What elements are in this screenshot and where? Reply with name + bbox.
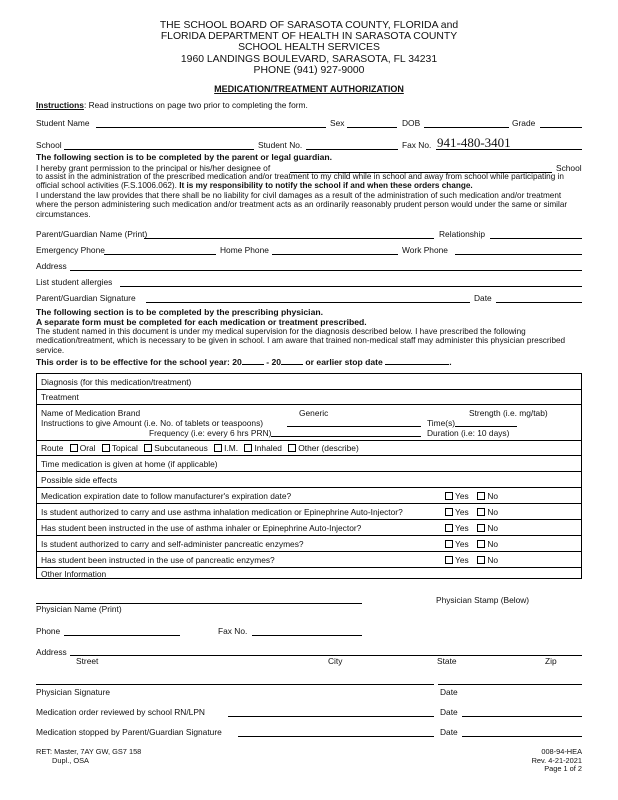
physician-stamp-label: Physician Stamp (Below)	[436, 595, 530, 605]
physician-phone-field[interactable]	[64, 635, 180, 636]
route-subcutaneous-checkbox[interactable]	[144, 444, 152, 452]
dob-field[interactable]	[424, 127, 509, 128]
side-effects-label[interactable]: Possible side effects	[41, 475, 118, 485]
permission-school-label: School	[556, 163, 582, 173]
stopped-date-field[interactable]	[462, 736, 582, 737]
time-at-home-label[interactable]: Time medication is given at home (if applicable)	[41, 459, 218, 469]
physician-heading-2: A separate form must be completed for each medication or treatment prescribed.	[36, 317, 367, 327]
permission-text-2: to assist in the administration of the prescribed medication and/or treatment to my child while in school and away from school while participating in official school activities (F.S.1006.062). It is my responsibility to notify the school if and when these orders change.	[36, 172, 564, 191]
rn-review-label: Medication order reviewed by school RN/LPN	[36, 707, 205, 717]
work-phone-label: Work Phone	[402, 245, 448, 255]
physician-phone-label: Phone	[36, 626, 61, 636]
grade-field[interactable]	[540, 127, 582, 128]
frequency-field[interactable]	[271, 436, 421, 437]
retention-note: RET: Master, 7AY GW, GS7 158 Dupl., OSA	[36, 747, 142, 765]
year-start-field[interactable]	[242, 364, 264, 365]
header-line-1: THE SCHOOL BOARD OF SARASOTA COUNTY, FLORIDA and	[159, 20, 459, 31]
rn-review-field[interactable]	[228, 716, 434, 717]
rn-review-date-label: Date	[440, 707, 458, 717]
route-im-checkbox[interactable]	[214, 444, 222, 452]
medication-name-label[interactable]: Name of Medication Brand	[41, 408, 141, 418]
no-checkbox[interactable]	[477, 492, 485, 500]
route-topical-checkbox[interactable]	[102, 444, 110, 452]
stop-date-field[interactable]	[385, 364, 449, 365]
emergency-phone-field[interactable]	[104, 254, 216, 255]
physician-name-label: Physician Name (Print)	[36, 604, 122, 614]
header-line-5: PHONE (941) 927-9000	[253, 64, 365, 76]
physician-signature-field[interactable]	[36, 684, 434, 685]
yes-checkbox[interactable]	[445, 508, 453, 516]
relationship-field[interactable]	[490, 238, 582, 239]
rn-review-date-field[interactable]	[462, 716, 582, 717]
route-oral-checkbox[interactable]	[70, 444, 78, 452]
guardian-signature-label: Parent/Guardian Signature	[36, 293, 136, 303]
work-phone-field[interactable]	[455, 254, 582, 255]
question-carry-enzymes: Is student authorized to carry and self-administer pancreatic enzymes?	[41, 539, 304, 549]
student-no-field[interactable]	[306, 149, 398, 150]
amount-field[interactable]	[287, 426, 421, 427]
physician-signature-label: Physician Signature	[36, 687, 111, 697]
question-carry-asthma: Is student authorized to carry and use asthma inhalation medication or Epinephrine Auto-Injector?	[41, 507, 403, 517]
amount-label: Instructions to give Amount (i.e. No. of tablets or teaspoons)	[41, 418, 264, 428]
physician-fax-label: Fax No.	[218, 626, 248, 636]
instructions	[36, 100, 308, 110]
physician-signature-date-field[interactable]	[438, 684, 582, 685]
year-end-field[interactable]	[281, 364, 303, 365]
home-phone-label: Home Phone	[220, 245, 269, 255]
guardian-date-field[interactable]	[496, 302, 582, 303]
guardian-name-field[interactable]	[144, 238, 434, 239]
guardian-name-label: Parent/Guardian Name (Print)	[36, 229, 148, 239]
effective-year: This order is to be effective for the school year: 20 - 20 or earlier stop date .	[36, 357, 452, 367]
fax-field	[436, 149, 582, 150]
street-label: Street	[76, 656, 99, 666]
instructions-label: Instructions	[36, 100, 84, 110]
diagnosis-label[interactable]: Diagnosis (for this medication/treatment)	[41, 377, 192, 387]
treatment-label[interactable]: Treatment	[41, 392, 79, 402]
letterhead	[0, 20, 618, 76]
address-label: Address	[36, 261, 67, 271]
yes-no-group: Yes No	[441, 523, 498, 533]
yes-no-group: Yes No	[441, 539, 498, 549]
header-line-3: SCHOOL HEALTH SERVICES	[238, 42, 380, 54]
physician-address-field[interactable]	[70, 655, 582, 656]
time-label: Time(s)	[427, 418, 456, 428]
instructions-text: : Read instructions on page two prior to completing the form.	[83, 100, 308, 110]
school-field[interactable]	[64, 149, 254, 150]
grade-label: Grade	[512, 118, 536, 128]
no-checkbox[interactable]	[477, 540, 485, 548]
home-phone-field[interactable]	[272, 254, 398, 255]
question-instructed-enzymes: Has student been instructed in the use of pancreatic enzymes?	[41, 555, 275, 565]
medication-table	[36, 373, 582, 579]
address-field[interactable]	[70, 270, 582, 271]
permission-text-1: I hereby grant permission to the principal or his/her designee of	[36, 163, 271, 173]
relationship-label: Relationship	[439, 229, 486, 239]
question-instructed-asthma: Has student been instructed in the use of asthma inhaler or Epinephrine Auto-Injector?	[41, 523, 362, 533]
frequency-label: Frequency (i.e: every 6 hrs PRN)	[149, 428, 272, 438]
yes-checkbox[interactable]	[445, 540, 453, 548]
liability-text: I understand the law provides that there shall be no liability for civil damages as a result of the administration of such medication and/or treatment where the person administering such medication and/or treatment acts as an ordinarily reasonably prudent person would under the same or similar circumstances.	[36, 191, 568, 219]
sex-field[interactable]	[347, 127, 397, 128]
stopped-label: Medication stopped by Parent/Guardian Signature	[36, 727, 222, 737]
yes-checkbox[interactable]	[445, 524, 453, 532]
allergies-label: List student allergies	[36, 277, 113, 287]
strength-label[interactable]: Strength (i.e. mg/tab)	[469, 408, 548, 418]
yes-checkbox[interactable]	[445, 492, 453, 500]
route-inhaled-checkbox[interactable]	[244, 444, 252, 452]
yes-no-group: Yes No	[441, 491, 498, 501]
physician-supervision-text: The student named in this document is under my medical supervision for the diagnosis described below. I have prescribed the following medication/treatment, which is necessary to be given in school. I am aware that trained non-medical staff may administer this physician prescribed service.	[36, 327, 566, 355]
guardian-signature-field[interactable]	[146, 302, 470, 303]
header-line-4: 1960 LANDINGS BOULEVARD, SARASOTA, FL 34231	[180, 53, 438, 65]
physician-date-label: Date	[440, 687, 458, 697]
form-number: 008-94-HEA Rev. 4-21-2021 Page 1 of 2	[531, 747, 582, 774]
sex-label: Sex	[330, 118, 345, 128]
yes-no-group: Yes No	[441, 507, 498, 517]
route-other-checkbox[interactable]	[288, 444, 296, 452]
route-label: Route	[41, 443, 64, 453]
duration-label: Duration (i.e: 10 days)	[427, 428, 510, 438]
allergies-field[interactable]	[120, 286, 582, 287]
generic-label[interactable]: Generic	[299, 408, 329, 418]
yes-no-group: Yes No	[441, 555, 498, 565]
fax-value[interactable]: 941-480-3401	[437, 135, 511, 150]
stopped-date-label: Date	[440, 727, 458, 737]
header-line-2: FLORIDA DEPARTMENT OF HEALTH IN SARASOTA COUNTY	[160, 31, 458, 43]
student-name-field[interactable]	[96, 127, 326, 128]
time-field[interactable]	[455, 426, 517, 427]
fax-label: Fax No.	[402, 140, 432, 150]
student-name-label: Student Name	[36, 118, 90, 128]
route-row: Route Oral Topical Subcutaneous I.M. Inhaled Other (describe)	[41, 443, 359, 453]
form-title: MEDICATION/TREATMENT AUTHORIZATION	[214, 84, 404, 94]
stopped-field[interactable]	[238, 736, 434, 737]
dob-label: DOB	[402, 118, 421, 128]
other-information-label[interactable]: Other Information	[41, 569, 107, 579]
state-label: State	[437, 656, 457, 666]
guardian-date-label: Date	[474, 293, 492, 303]
physician-address-label: Address	[36, 647, 67, 657]
parent-section-heading: The following section is to be completed by the parent or legal guardian.	[36, 152, 333, 162]
zip-label: Zip	[545, 656, 557, 666]
yes-checkbox[interactable]	[445, 556, 453, 564]
no-checkbox[interactable]	[477, 556, 485, 564]
school-label: School	[36, 140, 62, 150]
city-label: City	[328, 656, 343, 666]
question-expiration: Medication expiration date to follow manufacturer's expiration date?	[41, 491, 292, 501]
no-checkbox[interactable]	[477, 524, 485, 532]
student-no-label: Student No.	[258, 140, 303, 150]
physician-fax-field[interactable]	[252, 635, 362, 636]
no-checkbox[interactable]	[477, 508, 485, 516]
emergency-phone-label: Emergency Phone	[36, 245, 105, 255]
physician-heading-1: The following section is to be completed by the prescribing physician.	[36, 307, 323, 317]
